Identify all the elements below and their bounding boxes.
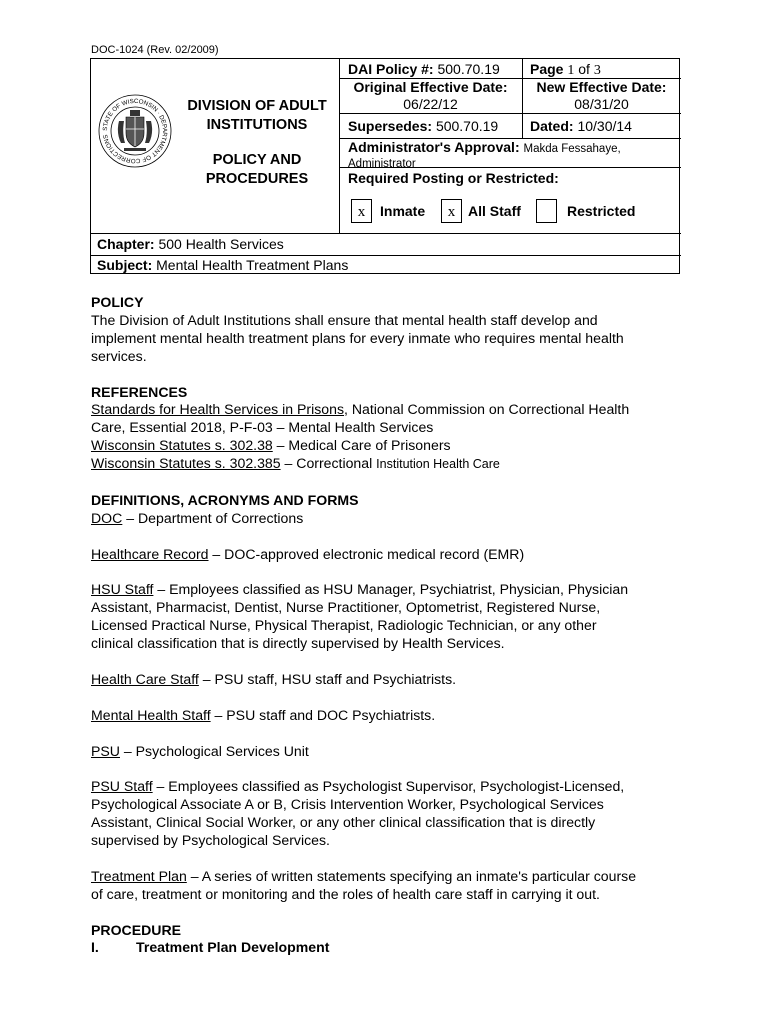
- dai-policy-number: DAI Policy #: 500.70.19: [348, 61, 500, 77]
- procedure-heading: PROCEDURE: [91, 921, 182, 938]
- header-divider: [91, 233, 681, 234]
- definition-term: PSU: [91, 742, 120, 759]
- definition-text: Assistant, Clinical Social Worker, or any other clinical classification that is directly: [91, 814, 596, 831]
- definition-term: Mental Health Staff: [91, 706, 211, 723]
- new-effective-date: New Effective Date: 08/31/20: [536, 79, 667, 112]
- reference-link[interactable]: Standards for Health Services in Prisons: [91, 401, 345, 418]
- definition-item: PSU Staff – Employees classified as Psychologist Supervisor, Psychologist-Licensed,: [91, 778, 625, 795]
- policy-header-table: [90, 58, 680, 274]
- policy-text: The Division of Adult Institutions shall ensure that mental health staff develop and: [91, 311, 598, 328]
- policy-text: services.: [91, 347, 147, 364]
- references-heading: REFERENCES: [91, 383, 188, 400]
- reference-item: Wisconsin Statutes s. 302.385 – Correctional Institution Health Care: [91, 455, 500, 472]
- dated: Dated: 10/30/14: [530, 118, 632, 134]
- definition-text: Psychological Associate A or B, Crisis Intervention Worker, Psychological Services: [91, 796, 604, 813]
- supersedes: Supersedes: 500.70.19: [348, 118, 499, 134]
- definition-term: Health Care Staff: [91, 670, 199, 687]
- header-divider: [339, 113, 681, 114]
- definition-term: HSU Staff: [91, 581, 154, 598]
- reference-link[interactable]: Wisconsin Statutes s. 302.38: [91, 437, 273, 454]
- definitions-heading: DEFINITIONS, ACRONYMS AND FORMS: [91, 491, 359, 508]
- administrator-approval: Administrator's Approval: Makda Fessahaye, Administrator: [348, 139, 621, 170]
- state-seal-icon: [97, 91, 173, 171]
- reference-item: Wisconsin Statutes s. 302.38 – Medical Care of Prisoners: [91, 437, 451, 454]
- policy-procedures-title: POLICY AND PROCEDURES: [205, 152, 309, 187]
- doc-form-number: DOC-1024 (Rev. 02/2009): [91, 44, 219, 56]
- definition-term: Treatment Plan: [91, 867, 187, 884]
- definition-term: PSU Staff: [91, 778, 153, 795]
- policy-text: implement mental health treatment plans for every inmate who requires mental health: [91, 329, 624, 346]
- procedure-section-title: I. Treatment Plan Development: [91, 939, 330, 956]
- definition-text: clinical classification that is directly supervised by Health Services.: [91, 635, 505, 652]
- policy-heading: POLICY: [91, 294, 144, 310]
- restricted-checkbox[interactable]: [536, 199, 557, 223]
- all-staff-label: All Staff: [468, 203, 521, 219]
- definition-text: Assistant, Pharmacist, Dentist, Nurse Practitioner, Optometrist, Registered Nurse,: [91, 599, 601, 616]
- header-divider: [91, 255, 681, 256]
- posting-label: Required Posting or Restricted:: [348, 170, 559, 186]
- definition-item: Healthcare Record – DOC-approved electronic medical record (EMR): [91, 545, 525, 562]
- chapter: Chapter: 500 Health Services: [97, 236, 284, 252]
- definition-item: Treatment Plan – A series of written statements specifying an inmate's particular course: [91, 867, 637, 884]
- reference-item: Standards for Health Services in Prisons, National Commission on Correctional Health: [91, 401, 630, 418]
- page-indicator: Page 1 of 3: [530, 61, 601, 78]
- inmate-checkbox[interactable]: x: [351, 199, 372, 223]
- definition-item: PSU – Psychological Services Unit: [91, 742, 309, 759]
- subject: Subject: Mental Health Treatment Plans: [97, 257, 349, 273]
- definition-item: Mental Health Staff – PSU staff and DOC Psychiatrists.: [91, 706, 436, 723]
- definition-term: DOC: [91, 509, 123, 526]
- definition-item: Health Care Staff – PSU staff, HSU staff and Psychiatrists.: [91, 670, 457, 687]
- policy-body: [91, 294, 691, 957]
- definition-text: Licensed Practical Nurse, Physical Therapist, Radiologic Technician, or any other: [91, 617, 597, 634]
- reference-link[interactable]: Wisconsin Statutes s. 302.385: [91, 455, 281, 472]
- restricted-label: Restricted: [567, 203, 636, 219]
- definition-text: supervised by Psychological Services.: [91, 832, 330, 849]
- all-staff-checkbox[interactable]: x: [441, 199, 462, 223]
- definition-term: Healthcare Record: [91, 545, 209, 562]
- definition-text: of care, treatment or monitoring and the roles of health care staff in carrying it out.: [91, 885, 600, 902]
- seal-text: STATE OF WISCONSIN · DEPARTMENT OF CORRECTIONS: [101, 97, 169, 165]
- definition-item: HSU Staff – Employees classified as HSU Manager, Psychiatrist, Physician, Physician: [91, 581, 629, 598]
- division-name: DIVISION OF ADULT INSTITUTIONS: [187, 98, 327, 133]
- definition-item: DOC – Department of Corrections: [91, 509, 304, 526]
- reference-item: Care, Essential 2018, P-F-03 – Mental Health Services: [91, 419, 434, 436]
- inmate-label: Inmate: [380, 203, 426, 219]
- original-effective-date: Original Effective Date: 06/22/12: [353, 79, 508, 112]
